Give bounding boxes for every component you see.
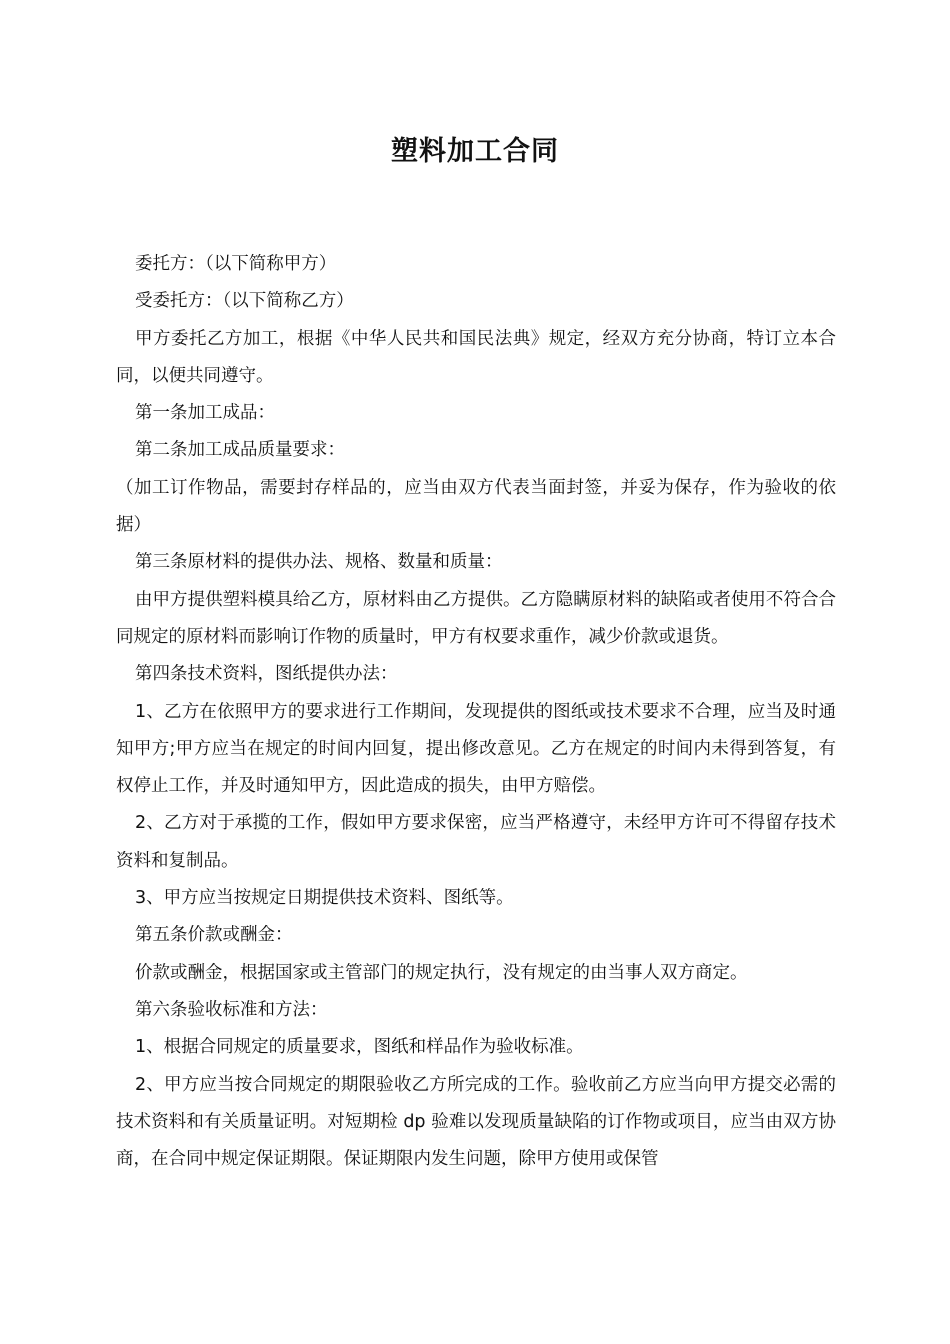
article-4-item-3: 3、甲方应当按规定日期提供技术资料、图纸等。 <box>135 888 514 909</box>
document-body <box>116 246 836 1178</box>
article-5-heading: 第五条价款或酬金： <box>135 925 293 946</box>
article-4-heading: 第四条技术资料，图纸提供办法： <box>135 664 398 685</box>
party-b-line: 受委托方：（以下简称乙方） <box>135 291 354 312</box>
document-title: 塑料加工合同 <box>391 136 559 167</box>
article-5-body: 价款或酬金，根据国家或主管部门的规定执行，没有规定的由当事人双方商定。 <box>135 962 748 983</box>
article-2-heading: 第二条加工成品质量要求： <box>135 440 345 461</box>
article-6-item-2: 2、甲方应当按合同规定的期限验收乙方所完成的工作。验收前乙方应当向甲方提交必需的技术资料和有关质量证明。对短期检 dp 验难以发现质量缺陷的订作物或项目，应当由双方协商，在合同中规定保证期限。保证期限内发生问题，除甲方使用或保管 <box>116 1074 836 1170</box>
article-4-item-1: 1、乙方在依照甲方的要求进行工作期间，发现提供的图纸或技术要求不合理，应当及时通知甲方;甲方应当在规定的时间内回复，提出修改意见。乙方在规定的时间内未得到答复，有权停止工作，并及时通知甲方，因此造成的损失，由甲方赔偿。 <box>116 701 836 797</box>
article-1-heading: 第一条加工成品： <box>135 403 275 424</box>
article-6-heading: 第六条验收标准和方法： <box>135 999 328 1020</box>
article-3-body: 由甲方提供塑料模具给乙方，原材料由乙方提供。乙方隐瞒原材料的缺陷或者使用不符合合同规定的原材料而影响订作物的质量时，甲方有权要求重作，减少价款或退货。 <box>116 589 836 647</box>
preamble-paragraph: 甲方委托乙方加工，根据《中华人民共和国民法典》规定，经双方充分协商，特订立本合同，以便共同遵守。 <box>116 328 836 386</box>
article-2-note: （加工订作物品，需要封存样品的，应当由双方代表当面封签，并妥为保存，作为验收的依据） <box>116 477 836 536</box>
article-4-item-2: 2、乙方对于承揽的工作，假如甲方要求保密，应当严格遵守，未经甲方许可不得留存技术资料和复制品。 <box>116 813 836 871</box>
party-a-line: 委托方：（以下简称甲方） <box>135 254 337 274</box>
article-6-item-1: 1、根据合同规定的质量要求，图纸和样品作为验收标准。 <box>135 1037 584 1058</box>
article-3-heading: 第三条原材料的提供办法、规格、数量和质量： <box>135 552 503 573</box>
